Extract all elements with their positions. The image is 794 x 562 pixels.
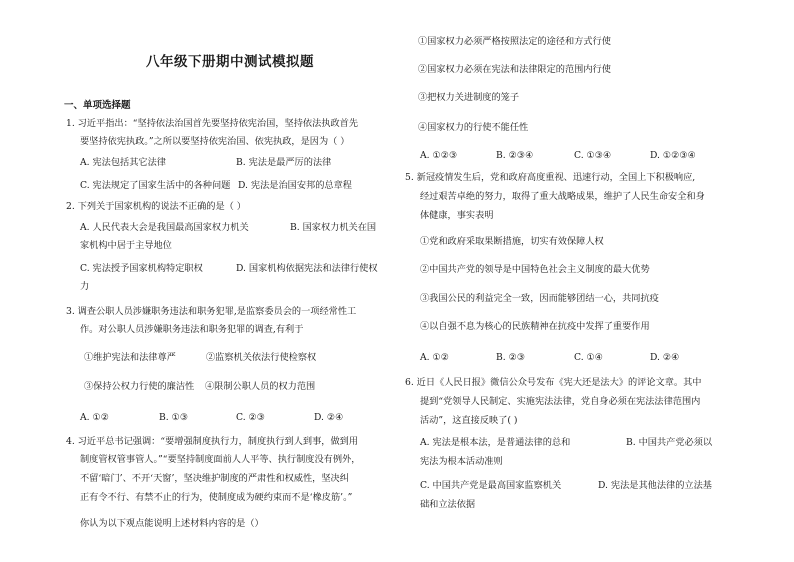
right-text-line: 提到“党领导人民制定、实施宪法法律，党自身必须在宪法法律范围内	[420, 396, 701, 407]
right-text-line: A. 宪法是根本法，是普通法律的总和	[420, 437, 571, 448]
right-text-line: B. ②③	[496, 352, 526, 363]
left-text-line: C. 宪法授予国家机构特定职权	[80, 263, 203, 274]
right-text-line: ①国家权力必须严格按照法定的途径和方式行使	[418, 36, 611, 47]
right-text-line: ①党和政府采取果断措施，切实有效保障人权	[420, 236, 604, 247]
right-text-line: C. 中国共产党是最高国家监察机关	[420, 480, 562, 491]
right-text-line: 活动”，这直接反映了( )	[420, 415, 518, 426]
right-text-line: ③我国公民的利益完全一致，因而能够团结一心，共同抗疫	[420, 293, 659, 304]
right-text-line: ②国家权力必须在宪法和法律限定的范围内行使	[418, 64, 611, 75]
left-text-line: 你认为以下观点能说明上述材料内容的是（）	[80, 518, 264, 529]
page-title: 八年级下册期中测试模拟题	[146, 54, 314, 70]
left-text-line: B. 宪法是最严厉的法律	[236, 157, 332, 168]
left-text-line: 4. 习近平总书记强调：“要增强制度执行力，制度执行到人到事，做到用	[66, 436, 359, 447]
left-text-line: ④限制公职人员的权力范围	[205, 381, 316, 392]
left-text-line: 不留‘暗门’、不开‘天窗’，坚决维护制度的严肃性和权威性，坚决纠	[80, 473, 349, 484]
right-text-line: A. ①②	[420, 352, 449, 363]
left-text-line: 1. 习近平指出：“坚持依法治国首先要坚持依宪治国，坚持依法执政首先	[66, 118, 359, 129]
right-text-line: ③把权力关进制度的笼子	[418, 92, 520, 103]
right-text-line: 宪法为根本活动准则	[420, 456, 503, 467]
left-text-line: 制度管权管事管人。”“要坚持制度面前人人平等、执行制度没有例外，	[80, 454, 361, 465]
right-text-line: ④以自强不息为核心的民族精神在抗疫中发挥了重要作用	[420, 321, 650, 332]
section-heading: 一、单项选择题	[64, 100, 131, 111]
left-text-line: A. 宪法包括其它法律	[80, 157, 166, 168]
right-text-line: 经过艰苦卓绝的努力，取得了重大战略成果，维护了人民生命安全和身	[420, 191, 705, 202]
right-text-line: D. 宪法是其他法律的立法基	[598, 480, 712, 491]
left-text-line: D. 国家机构依据宪法和法律行使权	[236, 263, 378, 274]
left-text-line: ②监察机关依法行使检察权	[206, 352, 317, 363]
right-text-line: B. ②③④	[496, 150, 534, 161]
right-text-line: D. ①②③④	[650, 150, 696, 161]
right-text-line: 5. 新冠疫情发生后，党和政府高度重视、迅速行动，全国上下积极响应,	[405, 172, 696, 183]
left-text-line: 作。对公职人员涉嫌职务违法和职务犯罪的调查,有利于	[80, 324, 304, 335]
left-text-line: 力	[80, 281, 90, 292]
left-text-line: 2. 下列关于国家机构的说法不正确的是（ ）	[66, 201, 246, 212]
right-text-line: ②中国共产党的领导是中国特色社会主义制度的最大优势	[420, 264, 650, 275]
left-text-line: 正有令不行、有禁不止的行为，使制度成为硬约束而不是‘橡皮筋’。”	[80, 492, 353, 503]
left-text-line: 3. 调查公职人员涉嫌职务违法和职务犯罪,是监察委员会的一项经常性工	[66, 306, 357, 317]
left-text-line: D. ②④	[314, 412, 344, 423]
left-text-line: A. ①②	[80, 412, 109, 423]
left-text-line: B. ①③	[159, 412, 189, 423]
left-text-line: ③保持公权力行使的廉洁性	[84, 381, 195, 392]
right-text-line: A. ①②③	[420, 150, 458, 161]
left-text-line: D. 宪法是治国安邦的总章程	[238, 180, 352, 191]
left-text-line: C. 宪法规定了国家生活中的各种问题	[80, 180, 231, 191]
left-text-line: 家机构中居于主导地位	[80, 240, 172, 251]
right-text-line: C. ①③④	[574, 150, 612, 161]
left-text-line: ①维护宪法和法律尊严	[84, 352, 176, 363]
left-text-line: C. ②③	[236, 412, 266, 423]
right-text-line: 体健康，事实表明	[420, 210, 494, 221]
left-text-line: A. 人民代表大会是我国最高国家权力机关	[80, 222, 249, 233]
left-text-line: B. 国家权力机关在国	[290, 222, 377, 233]
right-text-line: C. ①④	[574, 352, 604, 363]
right-text-line: D. ②④	[650, 352, 680, 363]
right-text-line: 础和立法依据	[420, 499, 476, 510]
right-text-line: ④国家权力的行使不能任性	[418, 122, 529, 133]
right-text-line: B. 中国共产党必须以	[626, 437, 713, 448]
right-text-line: 6. 近日《人民日报》微信公众号发布《宪大还是法大》的评论文章。其中	[405, 377, 702, 388]
left-text-line: 要坚持依宪执政。”之所以要坚持依宪治国、依宪执政，是因为（ ）	[80, 136, 350, 147]
